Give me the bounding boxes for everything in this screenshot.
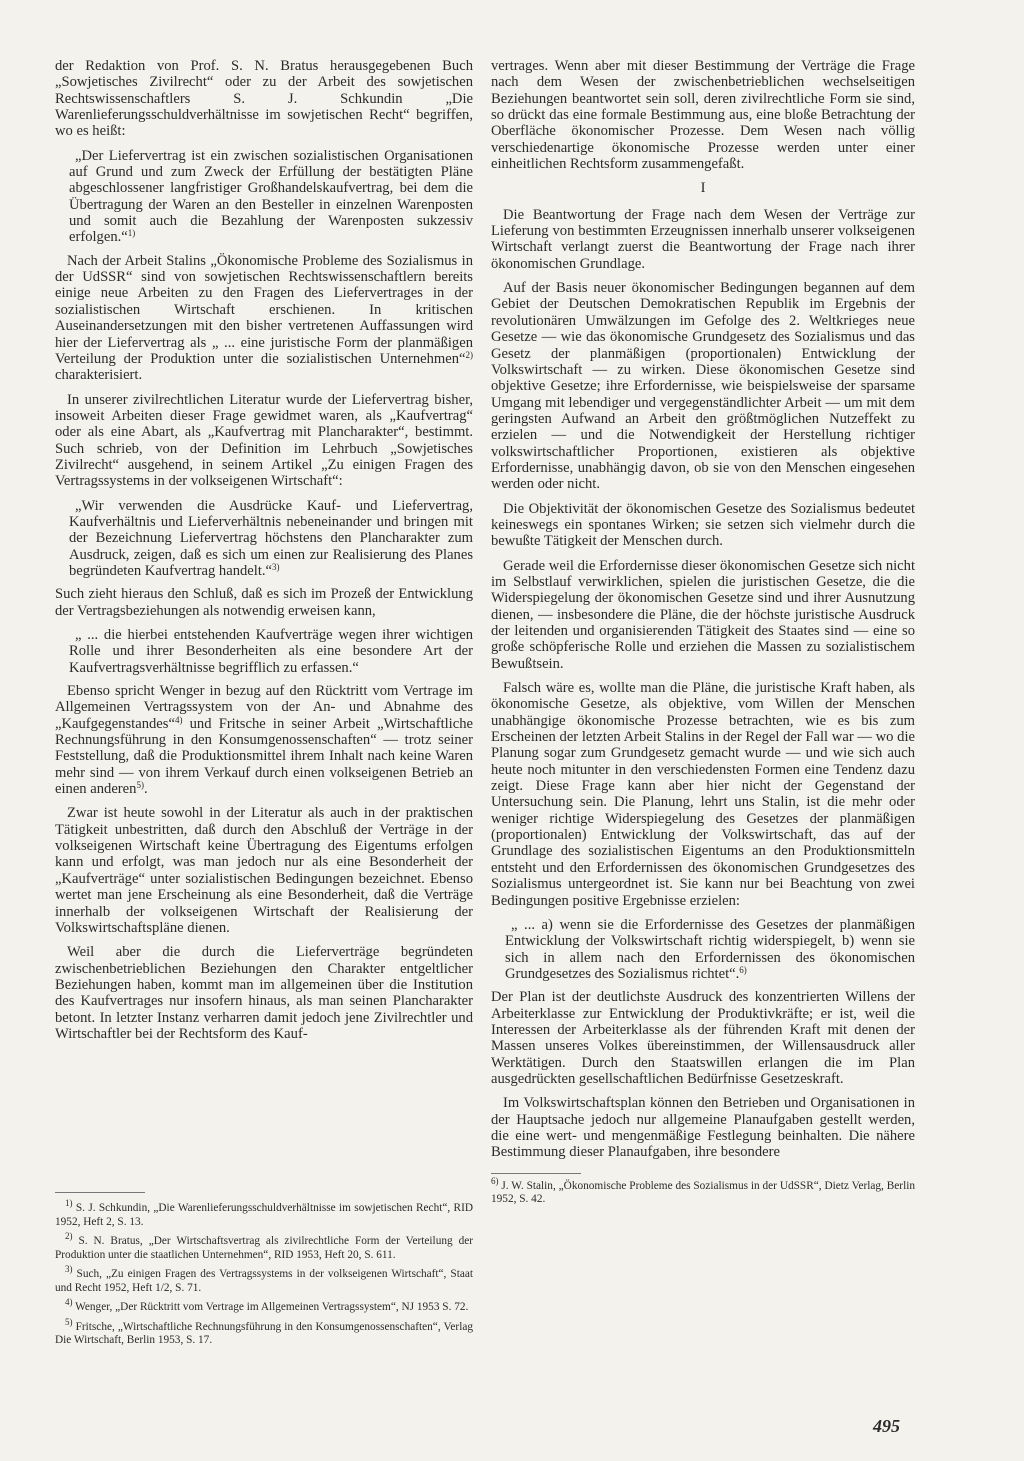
paragraph: Zwar ist heute sowohl in der Literatur als auch in der praktischen Tätigkeit unbestritten, daß durch den Abschluß der Verträge in der volkseigenen Wirtschaft keine Übertragung des Eigentums erfolgen kann und erfolgt, was man jedoch nur als eine Besonderheit der „Kaufverträge“ unter sozialistischen Bedingungen bezeichnet. Ebenso wertet man jene Erscheinung als eine Besonderheit, daß die Verträge innerhalb der volkseigenen Wirtschaft der Realisierung der Volkswirtschaftspläne dienen. bbox=[55, 805, 473, 936]
section-heading: I bbox=[700, 180, 706, 197]
paragraph: der Redaktion von Prof. S. N. Bratus herausgegebenen Buch „Sowjetisches Zivilrecht“ oder zu der Arbeit des sowjetischen Rechtswissenschaftlers S. J. Schkundin „Die Warenlieferungsschuldverhältnisse im sowjetischen Recht“ begriffen, wo es heißt: bbox=[55, 58, 473, 140]
quotation: „ ... die hierbei entstehenden Kaufverträge wegen ihrer wichtigen Rolle und ihrer Besonderheiten als eine besondere Art der Kaufvertragsverhältnisse begrifflich zu erfassen.“ bbox=[69, 627, 473, 676]
footnote-divider bbox=[55, 1192, 145, 1193]
paragraph: In unserer zivilrechtlichen Literatur wurde der Liefervertrag bisher, insoweit Arbeiten dieser Frage gewidmet waren, als „Kaufvertrag“ oder als eine Abart, als „Kaufvertrag mit Plancharakter“, bestimmt. Such schrieb, von der Definition im Lehrbuch „Sowjetisches Zivilrecht“ ausgehend, in seinem Artikel „Zu einigen Fragen des Vertragssystems in der volkseigenen Wirtschaft“: bbox=[55, 391, 473, 490]
footnote: $^{3)}$ Such, „Zu einigen Fragen des Vertragssystems in der volkseigenen Wirtschaft“, Staat und Recht 1952, Heft 1/2, S. 71. bbox=[55, 1264, 474, 1294]
footnote-divider bbox=[491, 1173, 581, 1174]
paragraph: Auf der Basis neuer ökonomischer Bedingungen begannen auf dem Gebiet der Deutschen Demokratischen Republik im Ergebnis der revolutionären Umwälzungen im Gefolge des 2. Weltkrieges neue Gesetze — wie das ökonomische Grundgesetz des Sozialismus und das Gesetz der planmäßigen (proportionalen) Entwicklung der Volkswirtschaft — zu wirken. Diese ökonomischen Gesetze sind objektive Gesetze; ihre Erfordernisse, wie beispielsweise der sparsame Umgang mit lebendiger und vergegenständlichter Arbeit — um mit dem geringsten Aufwand an Arbeit den größtmöglichen Nutzeffekt zu erzielen — und die Notwendigkeit der Herstellung richtiger volkswirtschaftlicher Proportionen, existieren als objektive Erfordernisse, unabhängig davon, ob sie von den Menschen eingesehen werden oder nicht. bbox=[491, 280, 915, 493]
page-number: 495 bbox=[873, 1416, 900, 1436]
footnote-ref: 5) bbox=[136, 780, 144, 791]
paragraph: Falsch wäre es, wollte man die Pläne, die juristische Kraft haben, als ökonomische Gesetze, als objektive, vom Willen der Menschen unabhängige ökonomische Prozesse betrachten, wie es bis zum Erscheinen der letzten Arbeit Stalins in der Regel der Fall war — wo die Planung sogar zum Grundgesetz gemacht wurde — und wie sich auch heute noch mitunter in den verschiedensten Formen eine Tendenz dazu zeigt. Diese Frage kann aber hier nicht der Gegenstand der Untersuchung sein. Die Planung, lehrt uns Stalin, ist die mehr oder weniger richtige Widerspiegelung des Gesetzes der planmäßigen (proportionalen) Entwicklung der Volkswirtschaft, das auf der Grundlage des sozialistischen Eigentums an den Produktionsmitteln entsteht und den Erfordernissen des ökonomischen Grundgesetzes des Sozialismus untergeordnet ist. Sie kann nur bei Beachtung von zwei Bedingungen positive Ergebnisse erzielen: bbox=[491, 680, 915, 909]
paragraph: vertrages. Wenn aber mit dieser Bestimmung der Verträge die Frage nach dem Wesen der zwischenbetrieblichen wechselseitigen Beziehungen beantwortet sein soll, deren zivilrechtliche Form sie sind, so drückt das eine formale Bestimmung aus, eine bloße Betrachtung der Oberfläche ökonomischer Prozesse. Dem Wesen nach völlig verschiedenartige ökonomische Prozesse werden unter einer einheitlichen Rechtsform zusammengefaßt. bbox=[491, 58, 915, 173]
paragraph: Nach der Arbeit Stalins „Ökonomische Probleme des Sozialismus in der UdSSR“ sind von sowjetischen Rechtswissenschaftlern bereits einige neue Arbeiten zu den Fragen des Liefervertrages in der sozialistischen Wirtschaft erschienen. In kritischen Auseinandersetzungen mit den bisher vertretenen Auffassungen wird hier der Liefervertrag als „ ... eine juristische Form der planmäßigen Verteilung der Produktion unter die sozialistischen Unternehmen“$^{2)}$ charakterisiert. bbox=[55, 252, 473, 384]
footnotes-left bbox=[55, 1198, 474, 1354]
footnote: $^{2)}$ S. N. Bratus, „Der Wirtschaftsvertrag als zivilrechtliche Form der Verteilung der Produktion unter die staatlichen Unternehmen“, RID 1953, Heft 20, S. 611. bbox=[55, 1231, 474, 1261]
left-column bbox=[55, 58, 473, 1050]
paragraph: Der Plan ist der deutlichste Ausdruck des konzentrierten Willens der Arbeiterklasse zur Entwicklung der Produktivkräfte; er ist, weil die Interessen der Arbeiterklasse als der führenden Kraft mit denen der Massen unseres Volkes übereinstimmen, der Willensausdruck aller Werktätigen. Durch den Staatswillen erlangen die im Plan ausgedrückten gesellschaftlichen Bedürfnisse Gesetzeskraft. bbox=[491, 989, 915, 1087]
paragraph: Die Beantwortung der Frage nach dem Wesen der Verträge zur Lieferung von bestimmten Erzeugnissen innerhalb unserer volkseigenen Wirtschaft verlangt zuerst die Beantwortung der Frage nach ihrer ökonomischen Grundlage. bbox=[491, 206, 915, 272]
paragraph: Im Volkswirtschaftsplan können den Betrieben und Organisationen in der Hauptsache jedoch nur allgemeine Planaufgaben gestellt werden, die eine wert- und mengenmäßige Festlegung beinhalten. Die nähere Bestimmung dieser Planaufgaben, ihre besondere bbox=[491, 1095, 915, 1161]
footnote-ref: 4) bbox=[174, 714, 183, 725]
paragraph: Ebenso spricht Wenger in bezug auf den Rücktritt vom Vertrage im Allgemeinen Vertragssystem von der An- und Abnahme des „Kaufgegenstandes“$^{4)}$ und Fritsche in seiner Arbeit „Wirtschaftliche Rechnungsführung in den Konsumgenossenschaften“ — trotz seiner Feststellung, daß die Produktionsmittel ihrem Inhalt nach keine Waren mehr sind — von ihrem Verkauf durch einen volkseigenen Betrieb an einen anderen$^{5)}$. bbox=[55, 683, 473, 798]
footnote: $^{1)}$ S. J. Schkundin, „Die Warenlieferungsschuldverhältnisse im sowjetischen Recht“, RID 1952, Heft 2, S. 13. bbox=[55, 1198, 474, 1228]
quotation: „ ... a) wenn sie die Erfordernisse des Gesetzes der planmäßigen Entwicklung der Volkswirtschaft richtig widerspiegelt, b) wenn sie sich in allem nach den Erfordernissen des ökonomischen Grundgesetzes des Sozialismus richtet“.$^{6)}$ bbox=[505, 916, 915, 982]
footnote-ref: 2) bbox=[465, 349, 473, 360]
paragraph: Such zieht hieraus den Schluß, daß es sich im Prozeß der Entwicklung der Vertragsbeziehungen als notwendig erweisen kann, bbox=[55, 586, 473, 619]
paragraph: Gerade weil die Erfordernisse dieser ökonomischen Gesetze sich nicht im Selbstlauf verwirklichen, spielen die juristischen Gesetze, die die Widerspiegelung der ökonomischen Gesetze sind und ihrer Ausnutzung dienen, — insbesondere die Pläne, die der höchste juristische Ausdruck der leitenden und organisierenden Tätigkeit des Staates sind — eine so große schöpferische Rolle und erziehen die Massen zu sozialistischem Bewußtsein. bbox=[491, 557, 915, 672]
footnote-ref: 3) bbox=[272, 561, 280, 572]
paragraph: Die Objektivität der ökonomischen Gesetze des Sozialismus bedeutet keineswegs ein spontanes Wirken; sie setzen sich vielmehr durch die bewußte Tätigkeit der Menschen durch. bbox=[491, 500, 915, 550]
paragraph: Weil aber die durch die Lieferverträge begründeten zwischenbetrieblichen Beziehungen den Charakter entgeltlicher Beziehungen haben, kommt man im allgemeinen über die Institution des Kaufvertrages nur insofern hinaus, als man seinen Plancharakter betont. In letzter Instanz verharren damit jedoch jene Zivilrechtler und Wirtschaftler bei der Rechtsform des Kauf- bbox=[55, 944, 473, 1042]
footnote: $^{4)}$ Wenger, „Der Rücktritt vom Vertrage im Allgemeinen Vertragssystem“, NJ 1953 S. 72. bbox=[65, 1297, 469, 1313]
footnotes-right bbox=[491, 1175, 915, 1207]
right-column bbox=[491, 58, 915, 1215]
quotation: „Wir verwenden die Ausdrücke Kauf- und Liefervertrag, Kaufverhältnis und Lieferverhältnis nebeneinander und bringen mit der Bezeichnung Liefervertrag höchstens den Plancharakter zum Ausdruck, zeigen, daß es sich um einen zur Realisierung des Planes begründeten Kaufvertrag handelt.“$^{3)}$ bbox=[69, 497, 473, 579]
quotation: „Der Liefervertrag ist ein zwischen sozialistischen Organisationen auf Grund und zum Zweck der Erfüllung der bestätigten Pläne abgeschlossener langfristiger Großhandelskaufvertrag, bei dem die Übertragung der Waren an den Besteller in einzelnen Warenposten und somit auch die Bezahlung der Warenposten sukzessiv erfolgen.“$^{1)}$ bbox=[69, 147, 473, 246]
footnote: $^{5)}$ Fritsche, „Wirtschaftliche Rechnungsführung in den Konsumgenossenschaften“, Verlag Die Wirtschaft, Berlin 1953, S. 17. bbox=[55, 1316, 473, 1346]
footnote: $^{6)}$ J. W. Stalin, „Ökonomische Probleme des Sozialismus in der UdSSR“, Dietz Verlag, Berlin 1952, S. 42. bbox=[491, 1175, 915, 1206]
footnote-ref: 6) bbox=[739, 964, 747, 975]
footnote-ref: 1) bbox=[127, 228, 136, 239]
